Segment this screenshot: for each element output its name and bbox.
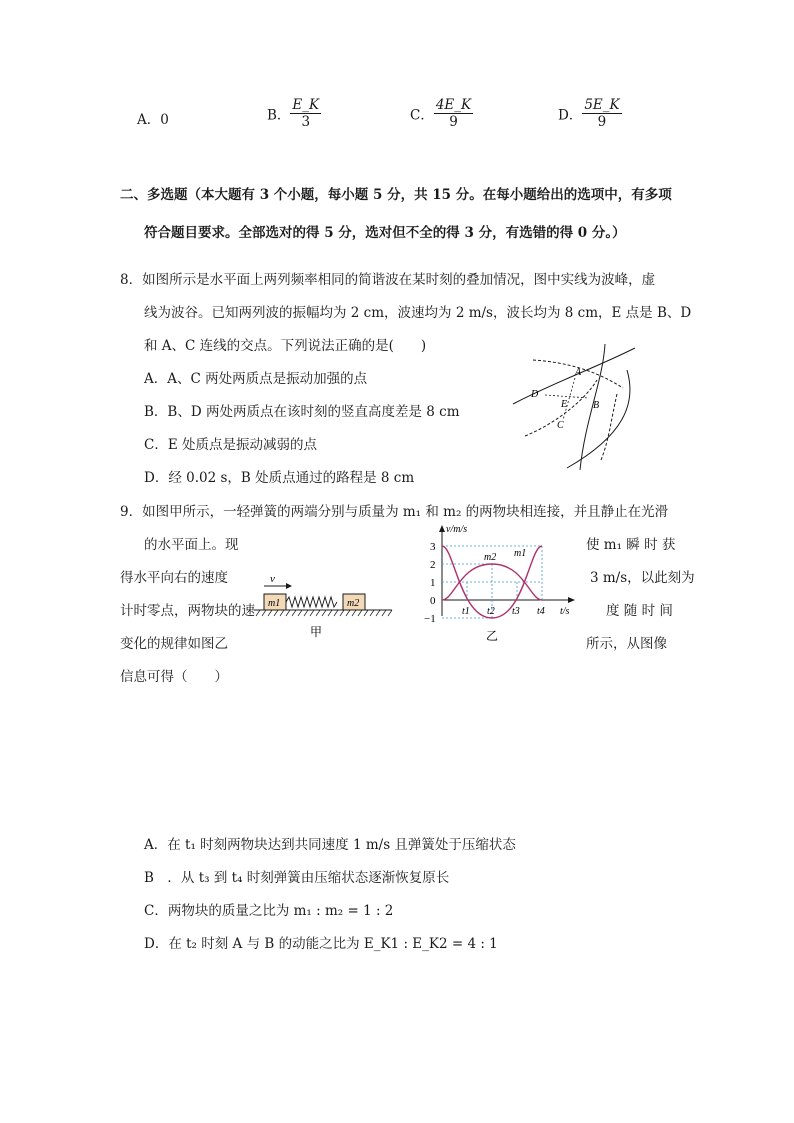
q9-stem-line2-left: 的水平面上。现 xyxy=(144,537,239,553)
velocity-arrowhead-icon xyxy=(286,583,292,589)
q8-option-a: A．A、C 两处两质点是振动加强的点 xyxy=(144,371,368,387)
x-tick-t2: t2 xyxy=(487,606,495,617)
y-axis-label: v/m/s xyxy=(446,524,468,535)
figure-yi-caption: 乙 xyxy=(486,629,499,643)
q9-stem-line4-right: 度 随 时 间 xyxy=(606,603,673,619)
q7-option-b-fraction xyxy=(290,97,321,130)
wave-interference-figure xyxy=(505,340,650,475)
q8-option-b: B．B、D 两处两质点在该时刻的竖直高度差是 8 cm xyxy=(144,404,460,420)
y-tick-1: 1 xyxy=(430,577,436,589)
section2-heading-line1: 二、多选题（本大题有 3 个小题，每小题 5 分，共 15 分。在每小题给出的选项中，有多项 xyxy=(120,187,672,203)
y-tick-minus1: −1 xyxy=(424,613,436,625)
wave-crest-arc xyxy=(567,370,630,468)
point-d-label: D xyxy=(531,389,539,400)
ground-hatching xyxy=(256,610,392,616)
q7-option-d-fraction xyxy=(582,97,621,130)
q7-option-d xyxy=(558,97,622,130)
q7-option-c-prefix: C． xyxy=(410,107,434,124)
point-b-label: B xyxy=(593,400,600,411)
q7-option-b xyxy=(267,97,321,130)
point-a-label: A xyxy=(575,367,582,378)
x-tick-t4: t4 xyxy=(537,606,545,617)
y-tick-3: 3 xyxy=(430,541,436,553)
q8-option-d: D．经 0.02 s，B 处质点通过的路程是 8 cm xyxy=(144,470,415,486)
q7-option-d-prefix: D． xyxy=(558,107,583,124)
q9-stem-line3-left: 得水平向右的速度 xyxy=(120,570,228,586)
x-axis-arrowhead-icon xyxy=(568,597,575,603)
block-m1-label: m1 xyxy=(268,598,281,609)
figure-jia-caption: 甲 xyxy=(310,625,323,639)
velocity-label: v xyxy=(270,573,275,585)
q7-option-b-prefix: B． xyxy=(267,107,291,124)
spring xyxy=(286,597,337,607)
q9-stem-line6: 信息可得（ ） xyxy=(120,669,228,685)
q8-option-c: C．E 处质点是振动减弱的点 xyxy=(144,437,317,453)
curve-m1-label: m1 xyxy=(514,548,527,559)
q8-stem-line3: 和 A、C 连线的交点。下列说法正确的是( ) xyxy=(144,338,427,354)
x-tick-t1: t1 xyxy=(462,606,470,617)
spring-blocks-figure xyxy=(250,570,398,642)
y-tick-0: 0 xyxy=(430,595,436,607)
q8-stem-line1: 8．如图所示是水平面上两列频率相同的简谐波在某时刻的叠加情况，图中实线为波峰，虚 xyxy=(120,272,656,288)
q9-option-b: B ．从 t₃ 到 t₄ 时刻弹簧由压缩状态逐渐恢复原长 xyxy=(144,870,450,886)
curve-m2-label: m2 xyxy=(484,552,497,563)
x-tick-t3: t3 xyxy=(512,606,520,617)
q9-stem-line5-right: 所示，从图像 xyxy=(586,636,667,652)
section2-heading-line2: 符合题目要求。全部选对的得 5 分，选对但不全的得 3 分，有选错的得 0 分。） xyxy=(144,225,626,241)
q9-stem-line1: 9．如图甲所示，一轻弹簧的两端分别与质量为 m₁ 和 m₂ 的两物块相连接，并且静止在光滑 xyxy=(120,504,669,520)
q9-stem-line3-right: 3 m/s，以此刻为 xyxy=(590,570,695,586)
wave-trough-arc xyxy=(601,394,617,460)
q7-option-a: A．0 xyxy=(137,112,169,128)
q7-b-denominator: 3 xyxy=(301,114,311,130)
q9-stem-line4-left: 计时零点，两物块的速 xyxy=(120,603,255,619)
q9-option-d: D．在 t₂ 时刻 A 与 B 的动能之比为 E_K1 : E_K2 = 4 : 1 xyxy=(144,936,498,952)
q8-stem-line2: 线为波谷。已知两列波的振幅均为 2 cm，波速均为 2 m/s，波长均为 8 cm，E 点是 B、D xyxy=(144,305,692,321)
line-bd xyxy=(545,395,589,398)
point-e-label: E xyxy=(561,399,568,410)
x-axis-label: t/s xyxy=(560,606,570,617)
q7-option-c-fraction xyxy=(434,97,473,130)
q9-option-c: C．两物块的质量之比为 m₁ : m₂ = 1 : 2 xyxy=(144,903,394,919)
y-axis-arrowhead-icon xyxy=(439,525,445,532)
q7-d-numerator: 5E_K xyxy=(584,97,620,113)
q7-d-denominator: 9 xyxy=(597,114,607,130)
q7-c-numerator: 4E_K xyxy=(435,97,472,113)
block-m2-label: m2 xyxy=(347,598,360,609)
q7-b-numerator: E_K xyxy=(292,97,320,113)
q9-stem-line2-right: 使 m₁ 瞬 时 获 xyxy=(586,537,676,553)
y-tick-2: 2 xyxy=(430,559,436,571)
q7-option-c xyxy=(410,97,473,130)
q9-stem-line5-left: 变化的规律如图乙 xyxy=(120,636,228,652)
q9-option-a: A．在 t₁ 时刻两物块达到共同速度 1 m/s 且弹簧处于压缩状态 xyxy=(144,837,516,853)
point-c-label: C xyxy=(557,420,564,431)
q7-c-denominator: 9 xyxy=(449,114,458,130)
velocity-time-graph xyxy=(420,522,580,650)
